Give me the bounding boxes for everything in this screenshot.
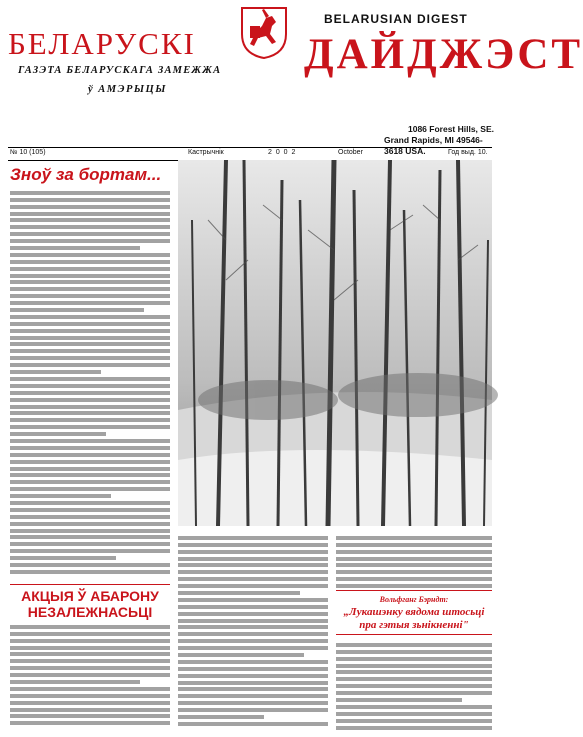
text-line (10, 529, 170, 533)
text-line (10, 666, 170, 670)
text-line (10, 542, 170, 546)
text-line (178, 563, 328, 567)
text-line (336, 584, 492, 588)
text-line (336, 705, 492, 709)
text-line (178, 667, 328, 671)
text-line (10, 315, 170, 319)
text-line (178, 681, 328, 685)
text-line (336, 719, 492, 723)
text-line (10, 508, 170, 512)
text-line (178, 543, 328, 547)
text-line (178, 577, 328, 581)
pahonia-emblem-icon (236, 4, 292, 60)
text-line (10, 480, 170, 484)
text-line (178, 619, 328, 623)
address-line-2: Grand Rapids, MI 49546-3618 USA. (384, 135, 483, 156)
article-column-right-top (336, 533, 492, 589)
text-line (10, 515, 170, 519)
article-column-right-bottom (336, 640, 492, 732)
text-line (336, 650, 492, 654)
text-line (10, 336, 170, 340)
text-line (10, 363, 170, 367)
issue-month-by: Кастрычнік (188, 149, 224, 156)
text-line (10, 308, 144, 312)
text-line (336, 712, 492, 716)
text-line (10, 549, 170, 553)
quote-headline-prefix: Вольфганг Бэрндт: (379, 595, 449, 604)
text-line (336, 643, 492, 647)
text-line (178, 536, 328, 540)
text-line (178, 674, 328, 678)
masthead-title-left: БЕЛАРУСКІ (8, 26, 196, 61)
text-line (336, 698, 462, 702)
text-line (10, 225, 170, 229)
text-line (178, 625, 328, 629)
text-line (336, 570, 492, 574)
text-line (10, 232, 170, 236)
text-line (178, 639, 328, 643)
masthead-title-en: BELARUSIAN DIGEST (324, 12, 468, 26)
text-line (10, 446, 170, 450)
text-line (336, 577, 492, 581)
text-line (10, 556, 116, 560)
main-headline: Зноў за бортам... (10, 165, 162, 184)
text-line (10, 673, 170, 677)
text-line (178, 632, 328, 636)
text-line (10, 708, 170, 712)
text-line (178, 598, 328, 602)
text-line (10, 411, 170, 415)
text-line (10, 377, 170, 381)
text-line (10, 239, 170, 243)
text-line (10, 322, 170, 326)
text-line (178, 687, 328, 691)
issue-bar (8, 147, 492, 161)
text-line (336, 670, 492, 674)
text-line (336, 664, 492, 668)
text-line (178, 653, 304, 657)
winter-forest-photo (178, 160, 492, 526)
text-line (10, 384, 170, 388)
text-line (10, 522, 170, 526)
text-line (178, 591, 300, 595)
text-line (10, 687, 170, 691)
text-line (178, 715, 264, 719)
issue-year: 2 0 0 2 (268, 149, 297, 156)
article-column-left (10, 188, 170, 578)
text-line (10, 253, 170, 257)
text-line (178, 605, 328, 609)
text-line (10, 356, 170, 360)
text-line (178, 646, 328, 650)
text-line (10, 280, 170, 284)
text-line (336, 557, 492, 561)
text-line (10, 267, 170, 271)
text-line (10, 467, 170, 471)
text-line (10, 425, 170, 429)
issue-volume: Год выд. 10. (448, 149, 488, 156)
masthead-subtitle: ГАЗЭТА БЕЛАРУСКАГА ЗАМЕЖЖА (18, 65, 222, 76)
text-line (178, 694, 328, 698)
address-line-1: 1086 Forest Hills, SE. (408, 124, 494, 134)
text-line (178, 708, 328, 712)
text-line (336, 550, 492, 554)
text-line (10, 659, 170, 663)
text-line (10, 212, 170, 216)
issue-number: № 10 (105) (10, 149, 46, 156)
issue-month-en: October (338, 149, 363, 156)
text-line (10, 460, 170, 464)
text-line (10, 701, 170, 705)
text-line (10, 398, 170, 402)
text-line (178, 701, 328, 705)
text-line (10, 246, 140, 250)
text-line (10, 391, 170, 395)
text-line (336, 543, 492, 547)
text-line (10, 632, 170, 636)
text-line (10, 501, 170, 505)
text-line (10, 274, 170, 278)
text-line (10, 487, 170, 491)
action-headline: АКЦЫЯ Ў АБАРОНУ НЕЗАЛЕЖНАСЬЦІ (10, 584, 170, 620)
text-line (10, 694, 170, 698)
text-line (10, 260, 170, 264)
text-line (178, 660, 328, 664)
text-line (336, 677, 492, 681)
text-line (10, 301, 170, 305)
quote-headline (336, 590, 492, 635)
text-line (10, 418, 170, 422)
text-line (10, 473, 170, 477)
text-line (178, 612, 328, 616)
masthead (8, 4, 583, 96)
text-line (178, 557, 328, 561)
text-line (10, 205, 170, 209)
text-line (178, 550, 328, 554)
text-line (10, 494, 111, 498)
text-line (178, 584, 328, 588)
text-line (10, 646, 170, 650)
article-column-middle (178, 533, 328, 729)
text-line (10, 349, 170, 353)
text-line (178, 722, 328, 726)
text-line (10, 721, 170, 725)
masthead-title-right: ДАЙДЖЭСТ (304, 31, 583, 78)
text-line (10, 625, 170, 629)
text-line (336, 536, 492, 540)
text-line (10, 329, 170, 333)
text-line (10, 342, 170, 346)
text-line (10, 680, 140, 684)
text-line (178, 570, 328, 574)
text-line (10, 191, 170, 195)
text-line (10, 287, 170, 291)
text-line (10, 432, 106, 436)
text-line (10, 439, 170, 443)
article-column-left-bottom (10, 622, 170, 732)
text-line (10, 570, 170, 574)
text-line (10, 639, 170, 643)
quote-headline-text: „Лукашэнку вядома штосьці пра гэтыя зьнікненні" (343, 606, 485, 631)
text-line (10, 405, 170, 409)
text-line (336, 563, 492, 567)
text-line (336, 684, 492, 688)
text-line (10, 198, 170, 202)
text-line (336, 657, 492, 661)
text-line (336, 726, 492, 730)
text-line (10, 370, 101, 374)
text-line (10, 453, 170, 457)
text-line (10, 714, 170, 718)
text-line (10, 294, 170, 298)
text-line (10, 218, 170, 222)
text-line (336, 691, 492, 695)
masthead-subtitle-2: ў АМЭРЫЦЫ (88, 84, 167, 95)
text-line (10, 535, 170, 539)
text-line (10, 652, 170, 656)
text-line (10, 563, 170, 567)
